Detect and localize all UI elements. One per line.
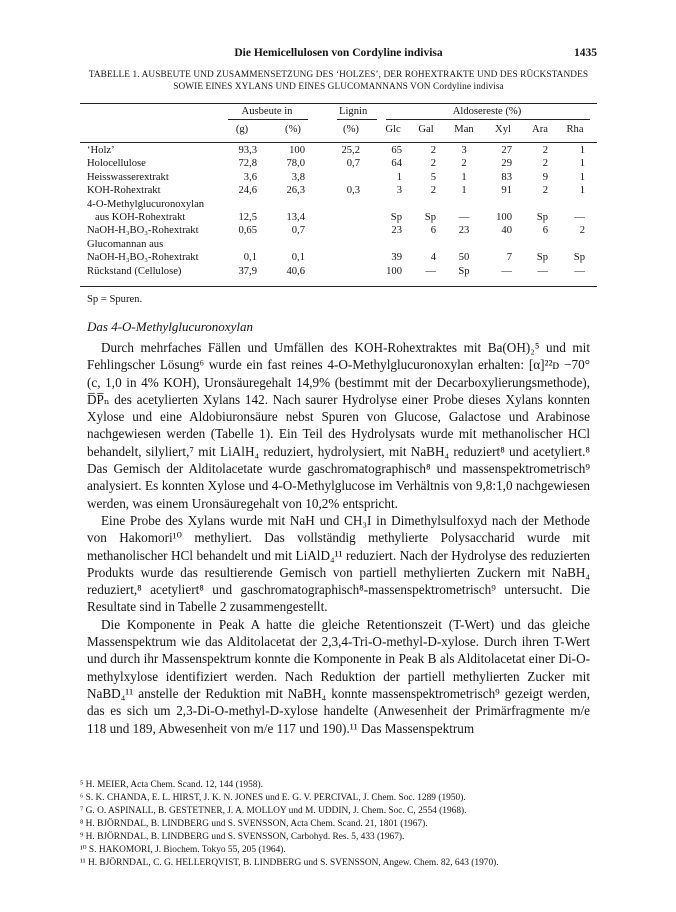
row-label: KOH-Rohextrakt	[87, 185, 161, 197]
table-top-rule	[80, 103, 597, 104]
section-title: Das 4-O-Methylglucuronoxylan	[87, 319, 253, 334]
reference-item: ⁸ H. BJÖRNDAL, B. LINDBERG und S. SVENSSON, Acta Chem. Scand. 21, 1801 (1967).	[80, 819, 428, 829]
reference-item: ⁹ H. BJÖRNDAL, B. LINDBERG und S. SVENSSON, Carbohyd. Res. 5, 433 (1967).	[80, 832, 405, 842]
table-caption	[80, 70, 597, 93]
table-cell: —	[574, 212, 585, 223]
running-header	[80, 47, 597, 63]
paragraph-1: Durch mehrfaches Fällen und Umfällen des KOH-Rohextraktes mit Ba(OH)₂⁵ und mit Fehlingscher Lösung⁶ wurde ein fast reines 4-O-Methylglucuronoxylan erhalten: [α]²²ᴅ −70° (c, 1,0 in 4% KOH), Uronsäuregehalt 14,9% (bestimmt mit der Decarboxylierungsmethode), D̅P̅ₙ des acetylierten Xylans 142. Nach saurer Hydrolyse einer Probe dieses Xylans konnten Xylose und eine Aldobiuronsäure nebst Spuren von Glucose, Galactose und Arabinose nachgewiesen werden (Tabelle 1). Ein Teil des Hydrolysats wurde mit methanolischer HCl behandelt, silyliert,⁷ mit LiAlH₄ reduziert, hydrolysiert, mit NaBH₄ reduziert⁸ und acetyliert.⁸ Das Gemisch der Alditolacetate wurde gaschromatographisch⁸ und massenspektrometrisch⁹ analysiert. Es konnten Xylose und 4-O-Methylglucose im Verhältnis von 9,8:1,0 nachgewiesen werden, was einem Uronsäuregehalt von 10,2% entspricht.	[87, 340, 590, 511]
table-cell: 23	[391, 225, 402, 237]
col-rha: Rha	[566, 124, 584, 135]
reference-item: ⁶ S. K. CHANDA, E. L. HIRST, J. K. N. JONES und E. G. V. PERCIVAL, J. Chem. Soc. 1289 (1950).	[80, 793, 466, 803]
table-cell: —	[425, 265, 436, 277]
row-label: 4-O-Methylglucuronoxylan	[87, 198, 205, 210]
table-cell: 7	[506, 252, 512, 264]
table-cell: 39	[391, 252, 402, 264]
table-cell: 2	[430, 158, 436, 170]
reference-item: ¹¹ H. BJÖRNDAL, C. G. HELLERQVIST, B. LINDBERG und S. SVENSSON, Angew. Chem. 82, 643 (1970).	[80, 858, 499, 868]
table-cell: Sp	[458, 265, 470, 277]
table-cell: 50	[458, 252, 470, 264]
table-cell: 9	[542, 171, 548, 183]
running-title: Die Hemicellulosen von Cordyline indivisa	[234, 47, 443, 59]
table-cell: 2	[461, 158, 467, 170]
header-ausbeute: Ausbeute in	[241, 106, 293, 117]
row-label: NaOH-H₃BO₃-Rohextrakt	[87, 252, 199, 264]
table-cell: 1	[579, 171, 585, 183]
table-cell: 3,8	[291, 171, 305, 183]
references	[80, 779, 597, 870]
table-cell: 24,6	[238, 185, 257, 197]
table-cell: 0,3	[346, 185, 360, 197]
row-label: Holocellulose	[87, 158, 146, 170]
paragraph-3: Die Komponente in Peak A hatte die gleiche Retentionszeit (T-Wert) und das gleiche Massenspektrum wie das Alditolacetat der 2,3,4-Tri-O-methyl-D-xylose. Durch ihren T-Wert und durch ihr Massenspektrum konnte die Komponente in Peak B als Alditolacetat einer Di-O-methylxylose identifiziert werden. Nach Reduktion der partiell methylierten Zucker mit NaBD₄¹¹ anstelle der Reduktion mit NaBH₄ konnte massenspektrometrisch⁹ gezeigt werden, das es sich um 2,3-Di-O-methyl-D-xylose handelte (Anwesenheit der Primärfragmente m/e 118 und 189, Abwesenheit von m/e 117 und 190).¹¹ Das Massenspektrum	[87, 616, 590, 736]
table-cell: —	[458, 212, 470, 223]
table-cell: 64	[391, 158, 402, 170]
table-caption-line-1: TABELLE 1. AUSBEUTE UND ZUSAMMENSETZUNG DES ‘HOLZES’, DER ROHEXTRAKTE UND DES RÜCKSTANDES	[88, 70, 589, 80]
table-cell: 29	[501, 158, 512, 170]
table-cell: 26,3	[286, 185, 305, 197]
reference-item: ¹⁰ S. HAKOMORI, J. Biochem. Tokyo 55, 205 (1964).	[80, 845, 286, 855]
table-cell: 0,65	[238, 225, 257, 237]
row-label: aus KOH-Rohextrakt	[95, 212, 186, 223]
row-label: NaOH-H₃BO₃-Rohextrakt	[87, 225, 199, 237]
table-cell: 78,0	[286, 158, 305, 170]
table-cell: 3,6	[243, 171, 257, 183]
col-lignin-pct: (%)	[343, 124, 359, 135]
table-cell: 100	[496, 212, 512, 223]
table-cell: 5	[430, 171, 436, 183]
table-cell: 23	[458, 225, 470, 237]
row-label: ‘Holz’	[87, 145, 115, 156]
table-cell: Sp	[390, 212, 402, 223]
table-cell: 0,1	[291, 252, 305, 264]
table-cell: 0,7	[346, 158, 360, 170]
body-text	[87, 339, 590, 737]
reference-item: ⁷ G. O. ASPINALL, B. GESTETNER, J. A. MOLLOY und M. UDDIN, J. Chem. Soc. C, 2554 (1968).	[80, 806, 467, 816]
table-cell: 72,8	[238, 158, 257, 170]
table-caption-line-2: SOWIE EINES XYLANS UND EINES GLUCOMANNANS VON Cordyline indivisa	[173, 81, 504, 92]
table-cell: 13,4	[286, 212, 305, 223]
table-cell: 2	[542, 158, 548, 170]
table-cell: —	[501, 265, 512, 277]
table-header-rule	[80, 142, 597, 143]
table-cell: Sp	[424, 212, 436, 223]
col-pct: (%)	[285, 124, 301, 135]
table-cell: 6	[542, 225, 548, 237]
table-cell: 1	[579, 185, 585, 197]
table-cell: 100	[289, 145, 305, 156]
reference-item: ⁵ H. MEIER, Acta Chem. Scand. 12, 144 (1958).	[80, 780, 263, 790]
table-cell: 40	[501, 225, 512, 237]
table-cell: 1	[579, 158, 585, 170]
table-footnote: Sp = Spuren.	[87, 294, 143, 305]
table-cell: 25,2	[341, 145, 360, 156]
table-cell: 91	[501, 185, 512, 197]
col-glc: Glc	[385, 124, 401, 135]
col-ara: Ara	[532, 124, 548, 135]
paragraph-2: Eine Probe des Xylans wurde mit NaH und CH₃I in Dimethylsulfoxyd nach der Methode von Hakomori¹⁰ methyliert. Das vollständig methylierte Polysaccharid wurde mit methanolischer HCl behandelt und mit LiAlD₄¹¹ reduziert. Nach der Hydrolyse des reduzierten Produkts wurde das resultierende Gemisch von partiell methylierten Zuckern mit NaBH₄ reduziert,⁸ acetyliert⁸ und gaschromatographisch⁸-massenspektrometrisch⁹ untersucht. Die Resultate sind in Tabelle 2 zusammengestellt.	[87, 512, 590, 615]
table-cell: 0,7	[291, 225, 305, 237]
table-cell: 37,9	[238, 265, 257, 277]
table-cell: 1	[579, 145, 585, 156]
header-ausbeute-rule	[228, 119, 308, 120]
table-cell: 0,1	[243, 252, 257, 264]
col-g: (g)	[235, 124, 249, 135]
table-cell: 27	[501, 145, 512, 156]
row-label: Heisswasserextrakt	[87, 171, 169, 183]
table-cell: 3	[461, 145, 467, 156]
header-aldosereste-rule	[386, 119, 590, 120]
col-gal: Gal	[418, 124, 434, 135]
table-cell: 6	[430, 225, 436, 237]
table-cell: 1	[461, 171, 467, 183]
table-cell: Sp	[536, 252, 548, 264]
table-cell: 2	[579, 225, 585, 237]
table-cell: 1	[396, 171, 402, 183]
table-cell: —	[574, 265, 585, 277]
row-label: Glucomannan aus	[87, 238, 164, 250]
row-label: Rückstand (Cellulose)	[87, 265, 182, 277]
header-aldosereste: Aldosereste (%)	[452, 106, 522, 117]
table-cell: —	[537, 265, 548, 277]
header-lignin-rule	[337, 119, 377, 120]
table-cell: 1	[461, 185, 467, 197]
table-cell: 2	[542, 185, 548, 197]
table-cell: 2	[430, 185, 436, 197]
col-man: Man	[454, 124, 474, 135]
table-cell: Sp	[573, 252, 585, 264]
table-cell: 40,6	[286, 265, 305, 277]
col-xyl: Xyl	[495, 124, 511, 135]
table-bottom-rule	[80, 286, 597, 287]
header-lignin: Lignin	[339, 106, 368, 117]
table-cell: 65	[391, 145, 402, 156]
table-cell: 2	[542, 145, 548, 156]
table-cell: 100	[386, 265, 402, 277]
table-cell: Sp	[536, 212, 548, 223]
table-cell: 83	[501, 171, 512, 183]
table-cell: 3	[396, 185, 402, 197]
table-cell: 2	[430, 145, 436, 156]
page-number: 1435	[574, 47, 597, 59]
table-cell: 93,3	[238, 145, 257, 156]
table-cell: 12,5	[238, 212, 257, 223]
table-cell: 4	[430, 252, 436, 264]
